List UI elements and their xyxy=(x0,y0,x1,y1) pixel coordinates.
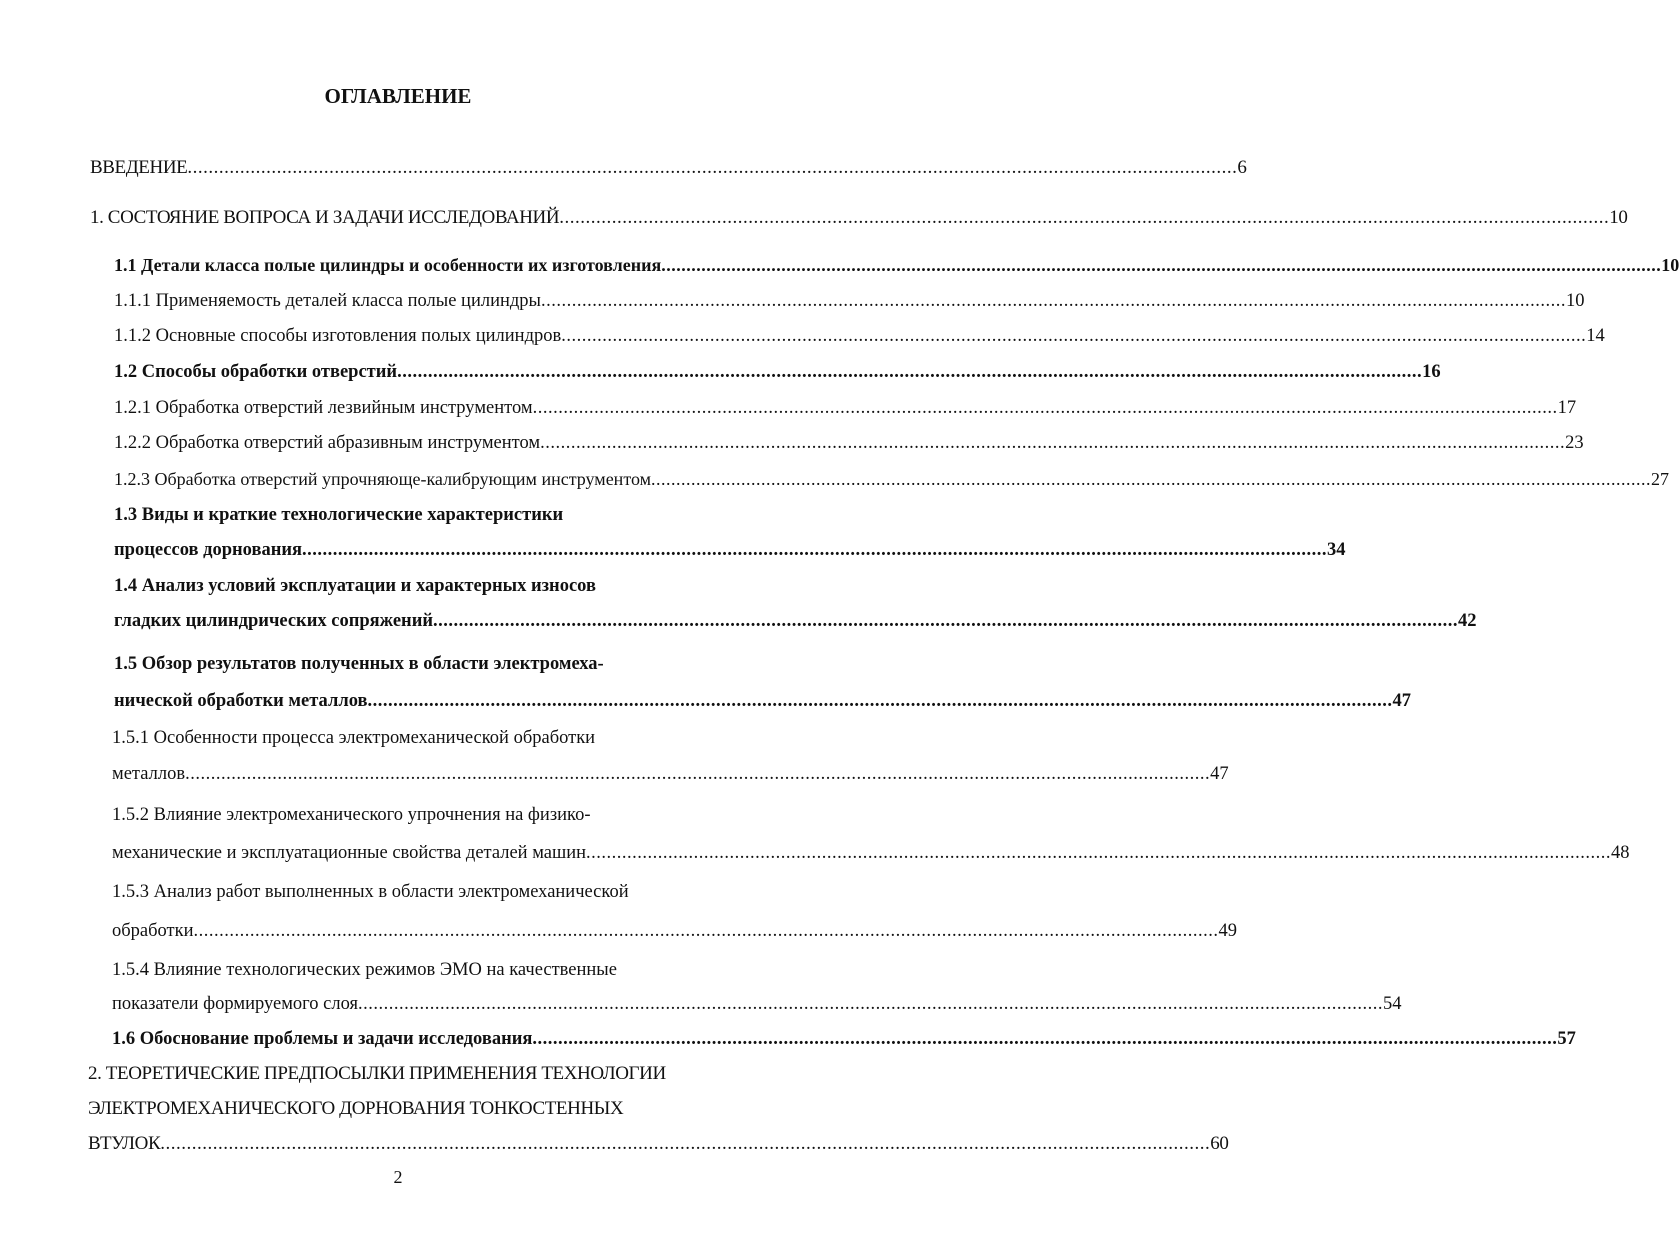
toc-entry-text: нической обработки металлов xyxy=(114,691,368,711)
dot-leader: ........................................................................................................................................................................................................ xyxy=(540,291,1566,311)
dot-leader: ........................................................................................................................................................................................................ xyxy=(559,207,1610,228)
toc-entry-1-4[interactable] xyxy=(114,609,1477,633)
toc-title: ОГЛАВЛЕНИЕ xyxy=(324,84,472,108)
toc-entry-chapter-1[interactable] xyxy=(90,206,1628,230)
toc-entry-page: 14 xyxy=(1586,326,1605,346)
toc-entry-text: 1. СОСТОЯНИЕ ВОПРОСА И ЗАДАЧИ ИССЛЕДОВАНИЙ xyxy=(90,207,560,228)
toc-entry-page: 17 xyxy=(1557,398,1577,418)
toc-entry-1-5-3-line1: 1.5.3 Анализ работ выполненных в области электромеханической xyxy=(112,882,629,902)
toc-entry-1-4-line1: 1.4 Анализ условий эксплуатации и характерных износов xyxy=(114,576,596,596)
toc-entry-text: 1.2 Способы обработки отверстий xyxy=(114,362,398,382)
dot-leader: ........................................................................................................................................................................................................ xyxy=(185,764,1211,784)
toc-entry-1-6[interactable] xyxy=(112,1027,1576,1051)
toc-entry-1-1-1[interactable] xyxy=(114,289,1585,313)
toc-entry-text: показатели формируемого слоя xyxy=(112,994,359,1014)
toc-entry-page: 34 xyxy=(1327,540,1346,560)
dot-leader: ........................................................................................................................................................................................................ xyxy=(358,994,1384,1014)
dot-leader: ........................................................................................................................................................................................................ xyxy=(397,362,1423,382)
toc-entry-1-5-2-line1: 1.5.2 Влияние электромеханического упрочнения на физико- xyxy=(112,805,591,825)
toc-entry-text: процессов дорнования xyxy=(114,540,303,560)
toc-entry-1-1-2[interactable] xyxy=(114,324,1605,348)
toc-entry-text: 1.6 Обоснование проблемы и задачи исследования xyxy=(112,1029,533,1049)
toc-entry-page: 16 xyxy=(1422,362,1441,382)
toc-entry-chapter-2-line1: 2. ТЕОРЕТИЧЕСКИЕ ПРЕДПОСЫЛКИ ПРИМЕНЕНИЯ ТЕХНОЛОГИИ xyxy=(88,1063,666,1084)
page-number: 2 xyxy=(393,1167,403,1187)
toc-entry-chapter-2[interactable] xyxy=(88,1132,1229,1156)
toc-entry-text: механические и эксплуатационные свойства деталей машин xyxy=(112,843,587,863)
toc-entry-1-5-line1: 1.5 Обзор результатов полученных в области электромеха- xyxy=(114,654,604,674)
toc-entry-text: 1.1.1 Применяемость деталей класса полые цилиндры xyxy=(114,291,541,311)
toc-entry-page: 48 xyxy=(1611,843,1630,863)
toc-entry-1-2-2[interactable] xyxy=(114,431,1584,455)
toc-entry-text: 1.2.2 Обработка отверстий абразивным инструментом xyxy=(114,433,541,453)
dot-leader: ........................................................................................................................................................................................................ xyxy=(532,398,1558,418)
toc-entry-chapter-2-line2: ЭЛЕКТРОМЕХАНИЧЕСКОГО ДОРНОВАНИЯ ТОНКОСТЕННЫХ xyxy=(88,1098,624,1119)
dot-leader: ........................................................................................................................................................................................................ xyxy=(160,1133,1211,1154)
toc-entry-text: обработки xyxy=(112,921,194,941)
dot-leader: ........................................................................................................................................................................................................ xyxy=(532,1029,1558,1049)
toc-entry-page: 23 xyxy=(1565,433,1584,453)
toc-entry-page: 27 xyxy=(1651,469,1669,489)
toc-entry-1-2[interactable] xyxy=(114,360,1441,384)
toc-entry-1-3[interactable] xyxy=(114,538,1346,562)
dot-leader: ........................................................................................................................................................................................................ xyxy=(651,469,1651,489)
dot-leader: ........................................................................................................................................................................................................ xyxy=(661,255,1662,275)
dot-leader: ........................................................................................................................................................................................................ xyxy=(540,433,1566,453)
toc-entry-text: ВТУЛОК xyxy=(88,1133,161,1154)
toc-entry-text: 1.2.1 Обработка отверстий лезвийным инструментом xyxy=(114,398,533,418)
dot-leader: ........................................................................................................................................................................................................ xyxy=(302,540,1328,560)
toc-entry-page: 49 xyxy=(1218,921,1238,941)
dot-leader: ........................................................................................................................................................................................................ xyxy=(433,611,1459,631)
toc-entry-text: 1.1.2 Основные способы изготовления полых цилиндров xyxy=(114,326,562,346)
dot-leader: ........................................................................................................................................................................................................ xyxy=(586,843,1612,863)
dot-leader: ........................................................................................................................................................................................................ xyxy=(193,921,1219,941)
toc-entry-1-2-1[interactable] xyxy=(114,396,1577,420)
toc-entry-1-3-line1: 1.3 Виды и краткие технологические характеристики xyxy=(114,505,564,525)
toc-entry-1-5-1-line1: 1.5.1 Особенности процесса электромеханической обработки xyxy=(112,728,596,748)
toc-entry-text: гладких цилиндрических сопряжений xyxy=(114,611,434,631)
toc-entry-1-2-3[interactable] xyxy=(114,467,1669,491)
dot-leader: ........................................................................................................................................................................................................ xyxy=(187,157,1238,178)
toc-entry-1-5-3[interactable] xyxy=(112,919,1238,943)
toc-entry-page: 6 xyxy=(1237,157,1247,178)
toc-entry-page: 42 xyxy=(1458,611,1477,631)
toc-entry-page: 10 xyxy=(1565,291,1585,311)
toc-entry-page: 47 xyxy=(1210,764,1229,784)
toc-entry-text: металлов xyxy=(112,764,186,784)
toc-entry-1-5-4[interactable] xyxy=(112,992,1402,1016)
toc-entry-page: 10 xyxy=(1609,207,1628,228)
toc-entry-text: 1.1 Детали класса полые цилиндры и особенности их изготовления xyxy=(114,255,662,275)
toc-entry-page: 10 xyxy=(1661,255,1679,275)
toc-entry-text: 1.2.3 Обработка отверстий упрочняюще-калибрующим инструментом xyxy=(114,469,651,489)
toc-entry-page: 47 xyxy=(1392,691,1412,711)
toc-entry-page: 54 xyxy=(1383,994,1402,1014)
dot-leader: ........................................................................................................................................................................................................ xyxy=(561,326,1587,346)
toc-entry-page: 57 xyxy=(1557,1029,1576,1049)
toc-entry-1-5-2[interactable] xyxy=(112,841,1630,865)
toc-entry-1-5[interactable] xyxy=(114,689,1412,713)
toc-entry-page: 60 xyxy=(1210,1133,1229,1154)
toc-entry-text: ВВЕДЕНИЕ xyxy=(90,157,188,178)
toc-entry-1-5-4-line1: 1.5.4 Влияние технологических режимов ЭМО на качественные xyxy=(112,960,617,980)
toc-entry-1-1[interactable] xyxy=(114,253,1679,277)
toc-entry-intro[interactable] xyxy=(90,156,1247,180)
toc-entry-1-5-1[interactable] xyxy=(112,762,1229,786)
dot-leader: ........................................................................................................................................................................................................ xyxy=(367,691,1393,711)
